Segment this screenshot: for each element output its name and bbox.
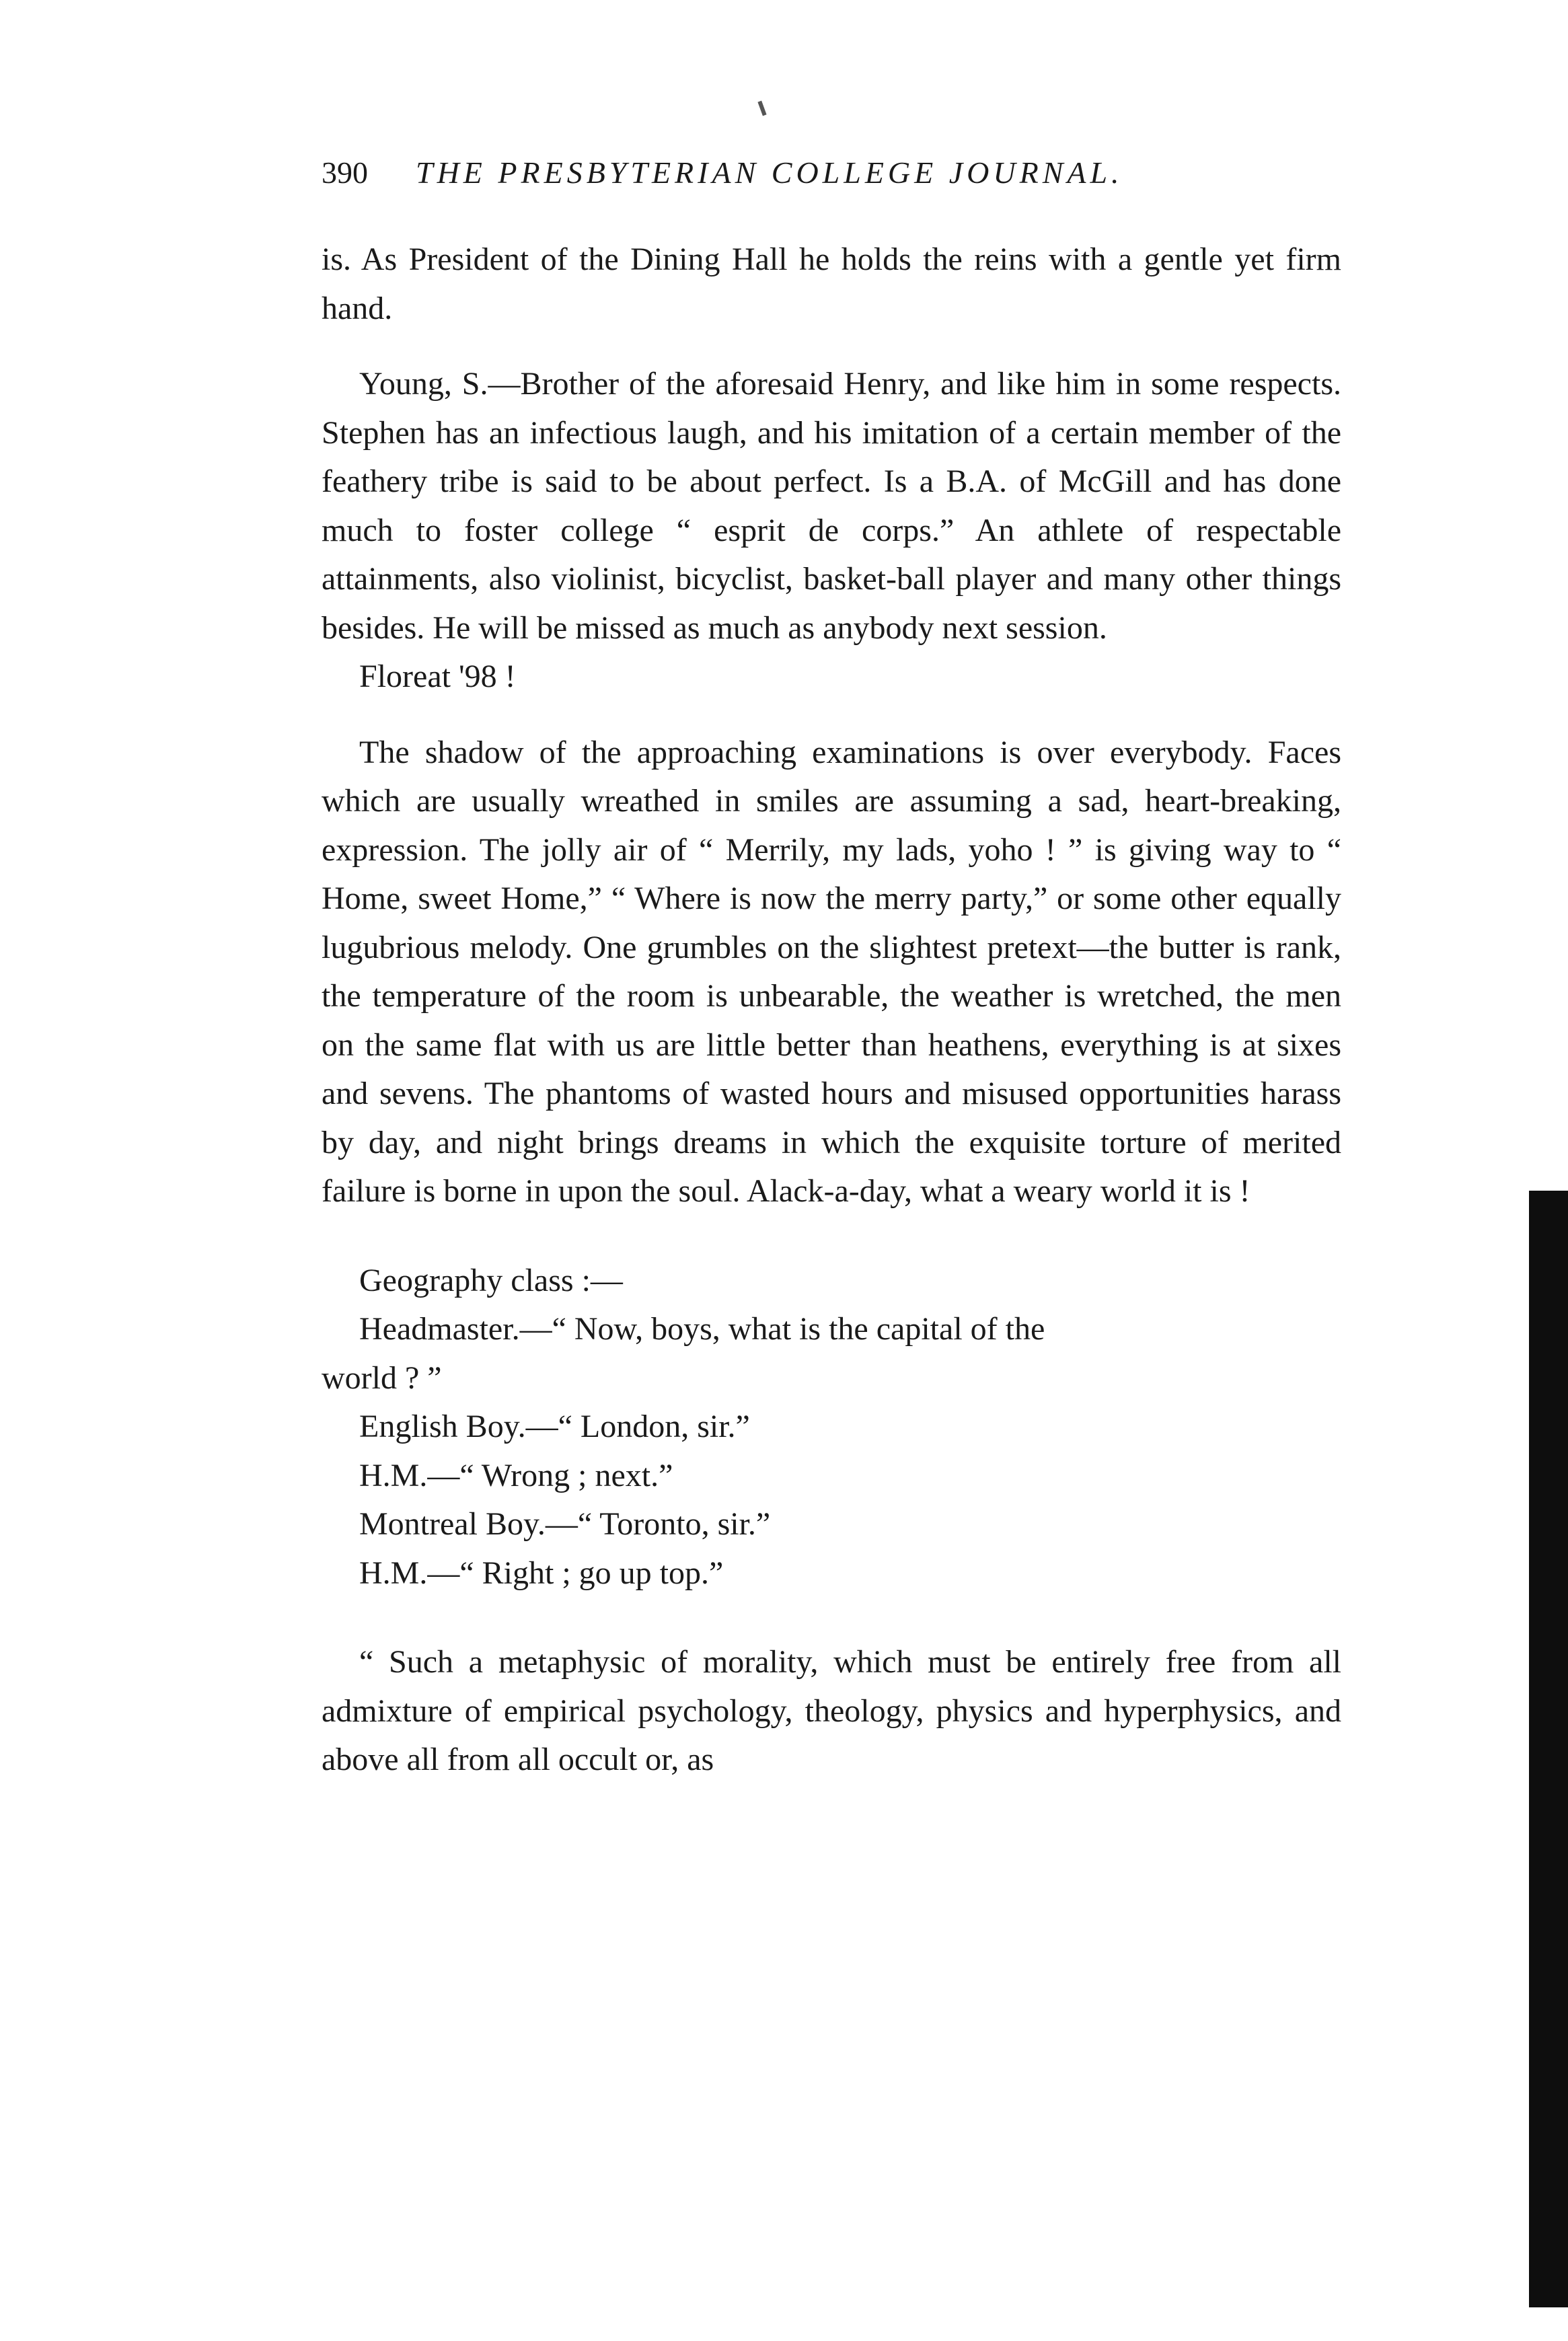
dialogue-hm-right: H.M.—“ Right ; go up top.” <box>359 1555 724 1591</box>
paragraph-floreat: Floreat '98 ! <box>359 659 516 694</box>
page-number: 390 <box>322 155 368 190</box>
paragraph-young-s: Young, S.—Brother of the aforesaid Henry, and like him in some respects. Stephen has an infectious laugh, and his imitation of a certain member of the feathery tribe is said to be about perfect. Is a B.A. of McGill and has done much to foster college “ esprit de corps.” An athlete of respectable attainments, also violinist, bicyclist, basket-ball player and many other things besides. He will be missed as much as anybody next session. <box>322 366 1341 646</box>
journal-title: THE PRESBYTERIAN COLLEGE JOURNAL. <box>416 155 1123 190</box>
dialogue-english-boy: English Boy.—“ London, sir.” <box>359 1409 750 1444</box>
document-page <box>322 155 1341 1785</box>
dialogue-intro: Geography class :— <box>359 1262 623 1298</box>
paragraph-examinations: The shadow of the approaching examinations is over everybody. Faces which are usually wreathed in smiles are assuming a sad, heart-breaking, expression. The jolly air of “ Merrily, my lads, yoho ! ” is giving way to “ Home, sweet Home,” “ Where is now the merry party,” or some other equally lugubrious melody. One grumbles on the slightest pretext—the butter is rank, the temperature of the room is unbearable, the weather is wretched, the men on the same flat with us are little better than heathens, everything is at sixes and sevens. The phantoms of wasted hours and misused opportunities harass by day, and night brings dreams in which the exquisite torture of merited failure is borne in upon the soul. Alack-a-day, what a weary world it is ! <box>322 734 1341 1209</box>
paragraph-president-continuation: is. As President of the Dining Hall he holds the reins with a gentle yet firm hand. <box>322 241 1341 326</box>
scan-edge-mark <box>1529 1191 1568 2307</box>
geography-dialogue <box>322 1257 1341 1598</box>
dialogue-headmaster-continued: world ? ” <box>322 1360 442 1396</box>
scan-speck <box>757 101 766 116</box>
dialogue-hm-wrong: H.M.—“ Wrong ; next.” <box>359 1457 673 1493</box>
dialogue-headmaster: Headmaster.—“ Now, boys, what is the capital of the <box>359 1311 1045 1347</box>
running-head <box>322 155 1341 195</box>
dialogue-montreal-boy: Montreal Boy.—“ Toronto, sir.” <box>359 1506 771 1542</box>
paragraph-metaphysic: “ Such a metaphysic of morality, which must be entirely free from all admixture of empirical psychology, theology, physics and hyperphysics, and above all from all occult or, as <box>322 1644 1341 1777</box>
